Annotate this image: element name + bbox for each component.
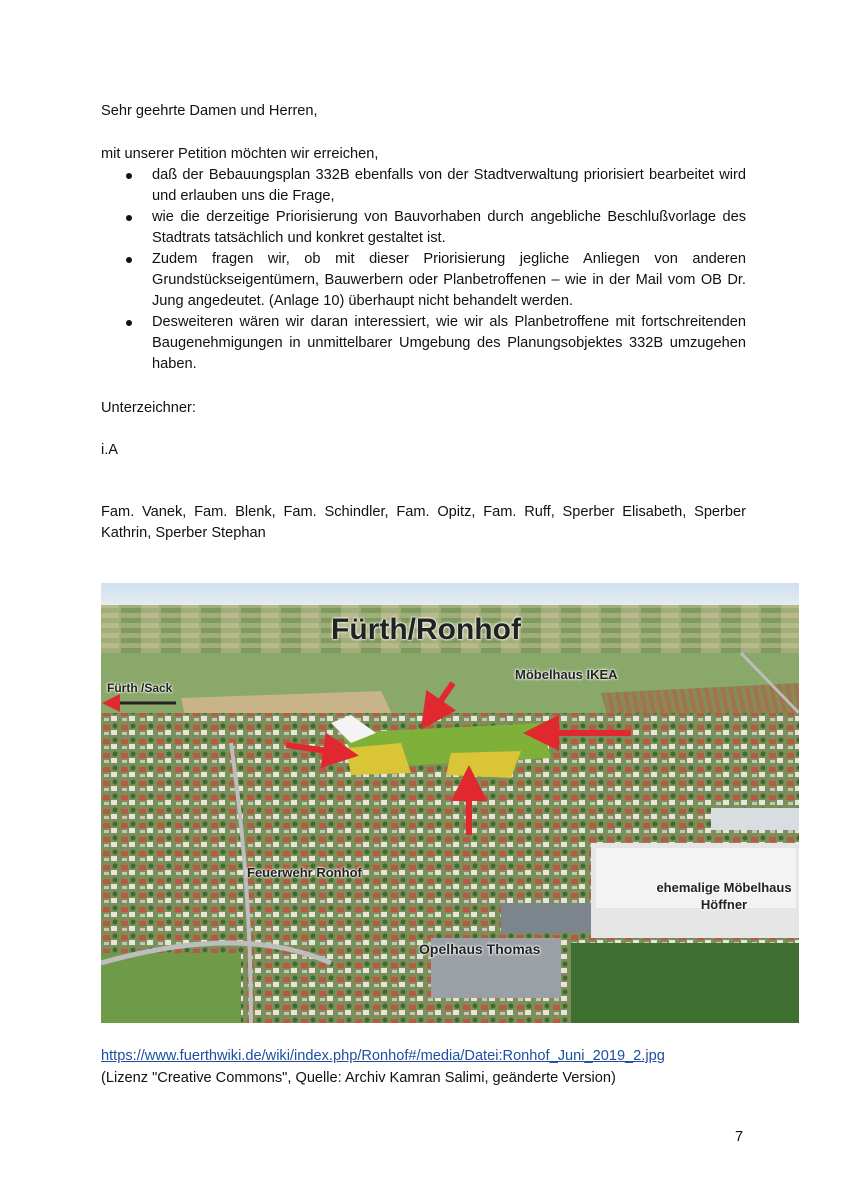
license-source: (Lizenz "Creative Commons", Quelle: Archiv Kamran Salimi, geänderte Version): [101, 1070, 616, 1086]
aerial-photo: [101, 583, 799, 1023]
bullet-text: daß der Bebauungsplan 332B ebenfalls von der Stadtverwaltung priorisiert bearbeitet wird und erlauben uns die Frage,: [152, 167, 746, 204]
photo-title: Fürth/Ronhof: [331, 613, 521, 646]
label-ikea: Möbelhaus IKEA: [515, 667, 618, 682]
label-fuerth-sack: Fürth /Sack: [107, 681, 173, 695]
signer-names: Fam. Vanek, Fam. Blenk, Fam. Schindler, Fam. Opitz, Fam. Ruff, Sperber Elisabeth, Sperber Kathrin, Sperber Stephan: [101, 504, 746, 541]
bullet-icon: [126, 215, 132, 221]
bullet-item: [101, 165, 746, 207]
signers-label: Unterzeichner:: [101, 400, 196, 416]
bullet-text: Zudem fragen wir, ob mit dieser Priorisierung jegliche Anliegen von anderen Grundstückseigentümern, Bauwerbern oder Planbetroffenen – wie in der Mail vom OB Dr. Jung angedeutet. (Anlage 10) überhaupt nicht behandelt werden.: [152, 251, 746, 309]
page-number: 7: [735, 1129, 744, 1145]
aerial-photo-illustration: [101, 583, 799, 1023]
label-hoeffner: ehemalige Möbelhaus Höffner: [656, 880, 792, 912]
bullet-icon: [126, 320, 132, 326]
intro-text: mit unserer Petition möchten wir erreichen,: [101, 146, 379, 162]
salutation: Sehr geehrte Damen und Herren,: [101, 103, 318, 119]
source-link[interactable]: https://www.fuerthwiki.de/wiki/index.php/Ronhof#/media/Datei:Ronhof_Juni_2019_2.jpg: [101, 1048, 665, 1064]
bullet-icon: [126, 257, 132, 263]
bullet-text: Desweiteren wären wir daran interessiert, wie wir als Planbetroffene mit fortschreitenden Baugenehmigungen in unmittelbarer Umgebung des Planungsobjektes 332B umzugehen haben.: [152, 314, 746, 372]
bullet-item: [101, 312, 746, 375]
petition-bullet-list: [101, 165, 746, 375]
label-feuerwehr: Feuerwehr Ronhof: [247, 865, 362, 880]
label-opelhaus: Opelhaus Thomas: [419, 941, 541, 957]
ia-text: i.A: [101, 442, 119, 458]
bullet-icon: [126, 173, 132, 179]
bullet-item: [101, 207, 746, 249]
bullet-text: wie die derzeitige Priorisierung von Bauvorhaben durch angebliche Beschlußvorlage des Stadtrats tatsächlich und konkret gestaltet ist.: [152, 209, 746, 246]
bullet-item: [101, 249, 746, 312]
